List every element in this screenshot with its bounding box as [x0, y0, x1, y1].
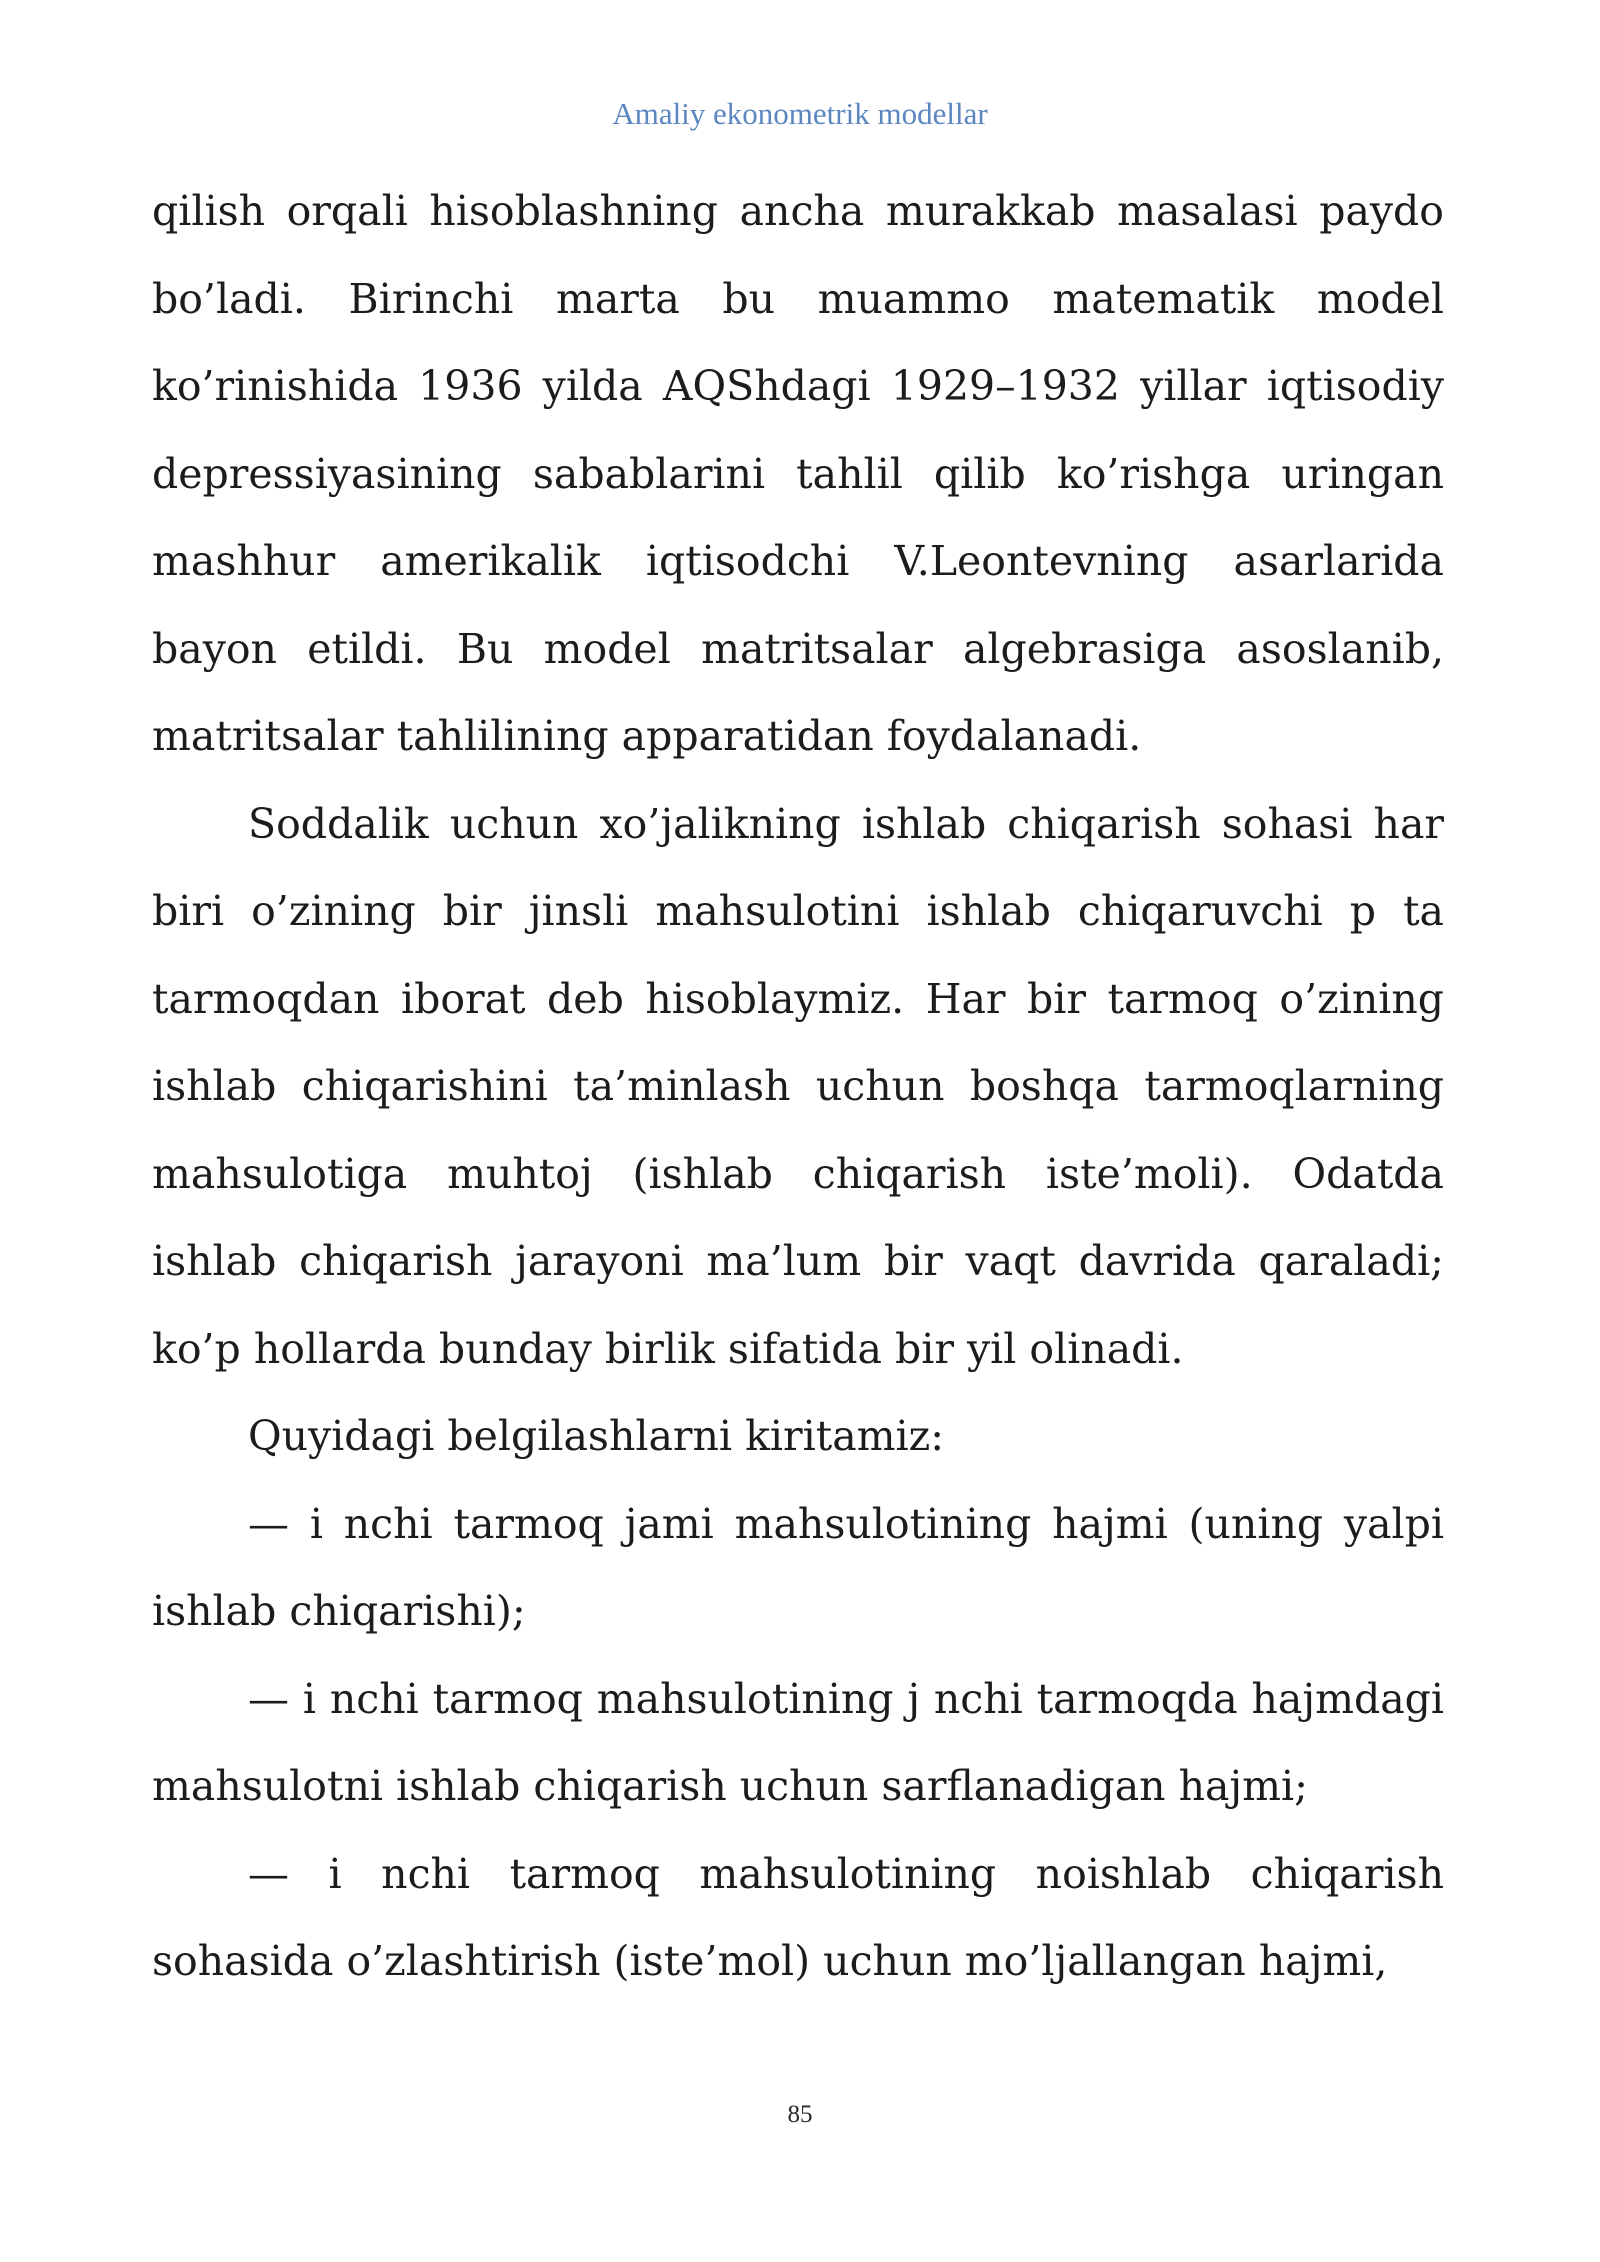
notation-item-gross-output: — i nchi tarmoq jami mahsulotining hajmi (uning yalpi ishlab chiqarishi);: [152, 1499, 1444, 1635]
paragraph-sectors: Soddalik uchun xo’jalikning ishlab chiqarish sohasi har biri o’zining bir jinsli mahsulotini ishlab chiqaruvchi p ta tarmoqdan iborat deb hisoblaymiz. Har bir tarmoq o’zining ishlab chiqarishini ta’minlash uchun boshqa tarmoqlarning mahsulotiga muhtoj (ishlab chiqarish iste’moli). Odatda ishlab chiqarish jarayoni ma’lum bir vaqt davrida qaraladi; ko’p hollarda bunday birlik sifatida bir yil olinadi.: [152, 799, 1444, 1373]
body-text: [152, 168, 1444, 2006]
running-header: Amaliy ekonometrik modellar: [612, 96, 988, 131]
notation-item-intermediate-use: — i nchi tarmoq mahsulotining j nchi tarmoqda hajmdagi mahsulotni ishlab chiqarish uchun sarflanadigan hajmi;: [152, 1674, 1444, 1810]
paragraph-continuation: qilish orqali hisoblashning ancha murakkab masalasi paydo bo’ladi. Birinchi marta bu muammo matematik model ko’rinishida 1936 yilda AQShdagi 1929–1932 yillar iqtisodiy depressiyasining sabablarini tahlil qilib ko’rishga uringan mashhur amerikalik iqtisodchi V.Leontevning asarlarida bayon etildi. Bu model matritsalar algebrasiga asoslanib, matritsalar tahlilining apparatidan foydalanadi.: [152, 187, 1444, 760]
notation-item-final-consumption: — i nchi tarmoq mahsulotining noishlab chiqarish sohasida o’zlashtirish (iste’mol) uchun mo’ljallangan hajmi,: [152, 1849, 1444, 1985]
paragraph-notation-intro: Quyidagi belgilashlarni kiritamiz:: [248, 1412, 945, 1460]
page-number: 85: [787, 2101, 813, 2128]
